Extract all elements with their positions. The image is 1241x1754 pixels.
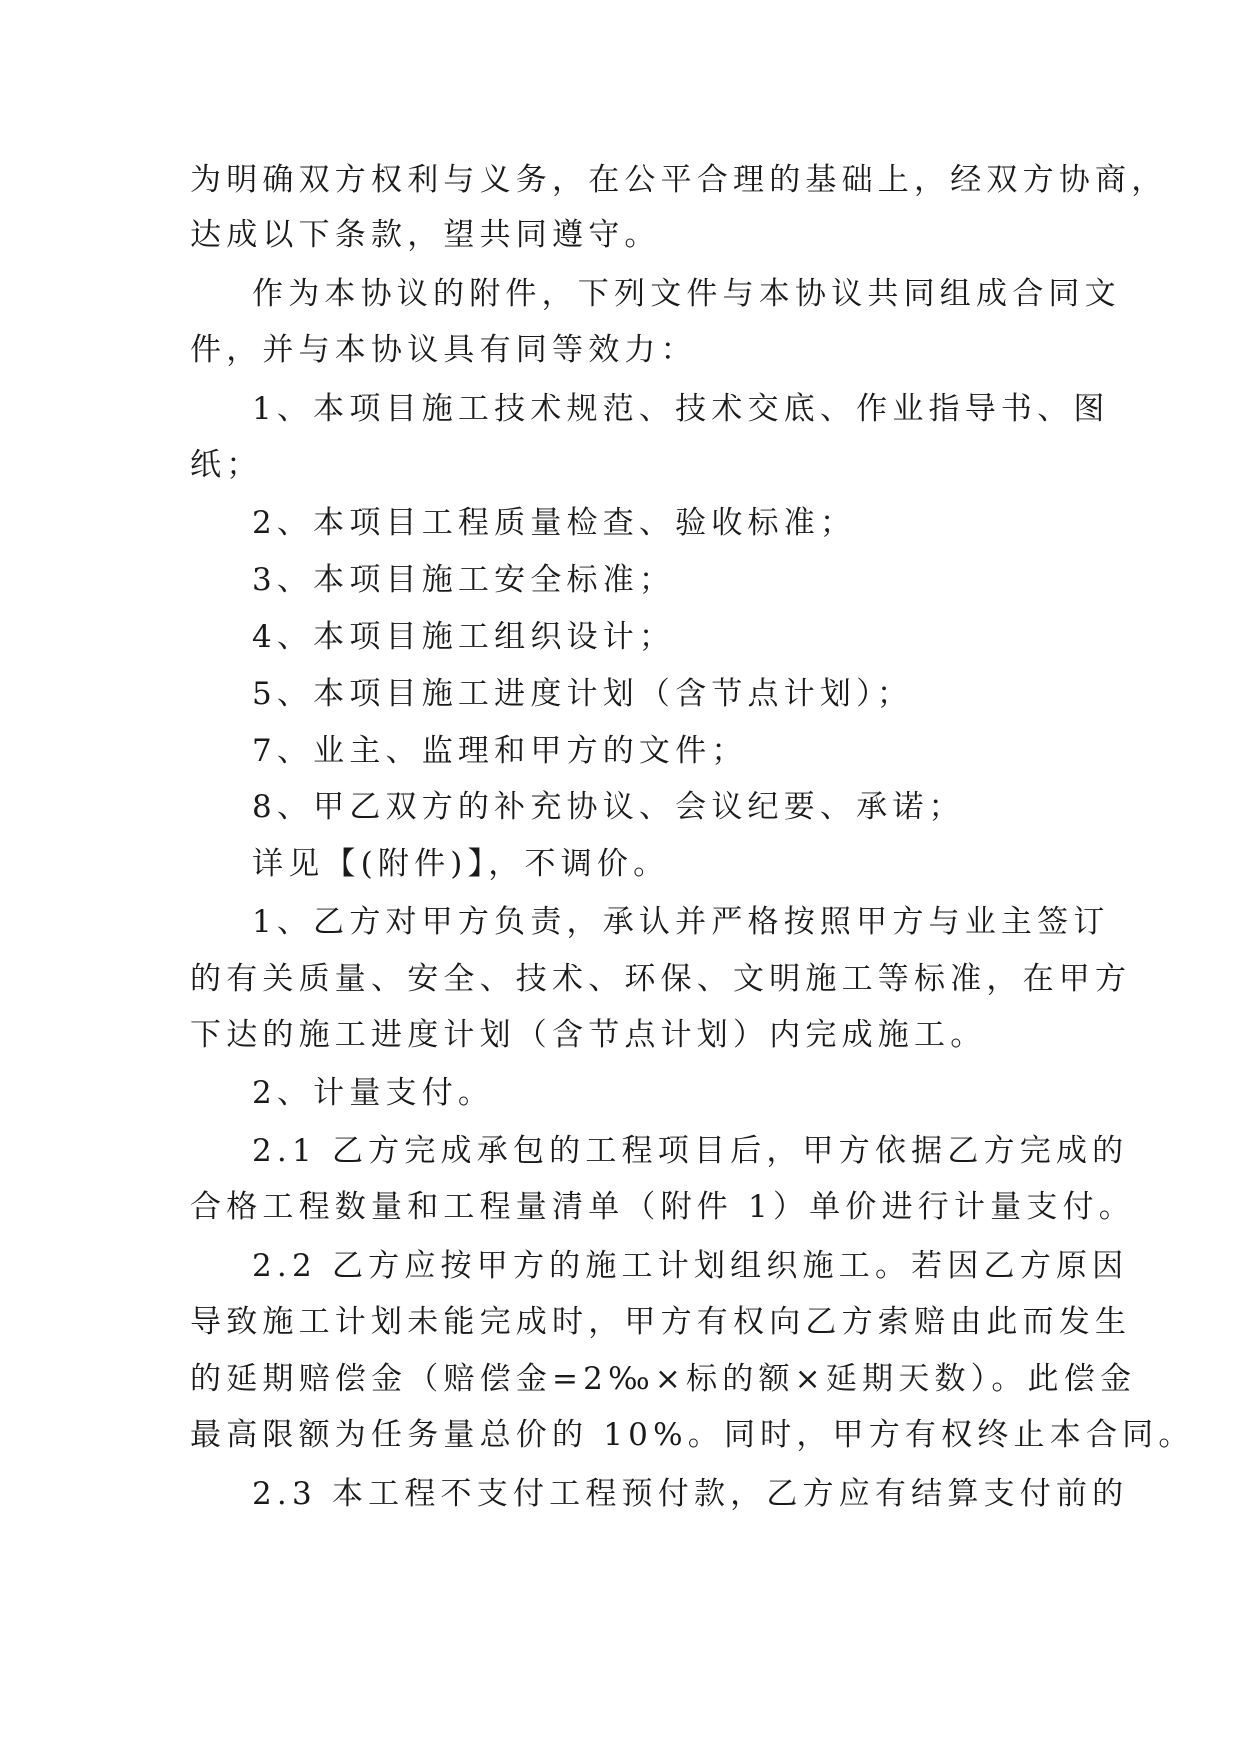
text-line: 4、本项目施工组织设计；	[252, 619, 676, 655]
text-line: 下达的施工进度计划（含节点计划）内完成施工。	[190, 1017, 987, 1053]
text-line: 1、乙方对甲方负责，承认并严格按照甲方与业主签订	[252, 904, 1110, 940]
text-line: 的有关质量、安全、技术、环保、文明施工等标准，在甲方	[190, 961, 1132, 997]
text-line: 1、本项目施工技术规范、技术交底、作业指导书、图	[252, 391, 1110, 427]
text-line: 2.1 乙方完成承包的工程项目后，甲方依据乙方完成的	[252, 1133, 1129, 1169]
text-line: 2.2 乙方应按甲方的施工计划组织施工。若因乙方原因	[252, 1248, 1129, 1284]
text-line: 最高限额为任务量总价的 10%。同时，甲方有权终止本合同。	[190, 1417, 1195, 1453]
text-line: 件，并与本协议具有同等效力：	[190, 332, 697, 368]
text-line: 3、本项目施工安全标准；	[252, 562, 676, 598]
text-line: 为明确双方权利与义务，在公平合理的基础上，经双方协商，	[190, 162, 1168, 198]
text-line: 2、计量支付。	[252, 1075, 495, 1111]
text-line: 2、本项目工程质量检查、验收标准；	[252, 505, 857, 541]
text-line: 2.3 本工程不支付工程预付款，乙方应有结算支付前的	[252, 1476, 1129, 1512]
text-line: 导致施工计划未能完成时，甲方有权向乙方索赔由此而发生	[190, 1304, 1132, 1340]
text-line: 纸；	[190, 447, 263, 483]
text-line: 合格工程数量和工程量清单（附件 1）单价进行计量支付。	[190, 1189, 1135, 1225]
text-line: 的延期赔偿金（赔偿金=2‰×标的额×延期天数）。此偿金	[190, 1361, 1137, 1397]
text-line: 详见【(附件)】，不调价。	[252, 846, 670, 882]
text-line: 作为本协议的附件，下列文件与本协议共同组成合同文	[252, 276, 1121, 312]
text-line: 5、本项目施工进度计划（含节点计划）；	[252, 676, 914, 712]
text-line: 8、甲乙双方的补充协议、会议纪要、承诺；	[252, 789, 965, 825]
text-line: 达成以下条款，望共同遵守。	[190, 217, 661, 253]
text-line: 7、业主、监理和甲方的文件；	[252, 733, 748, 769]
